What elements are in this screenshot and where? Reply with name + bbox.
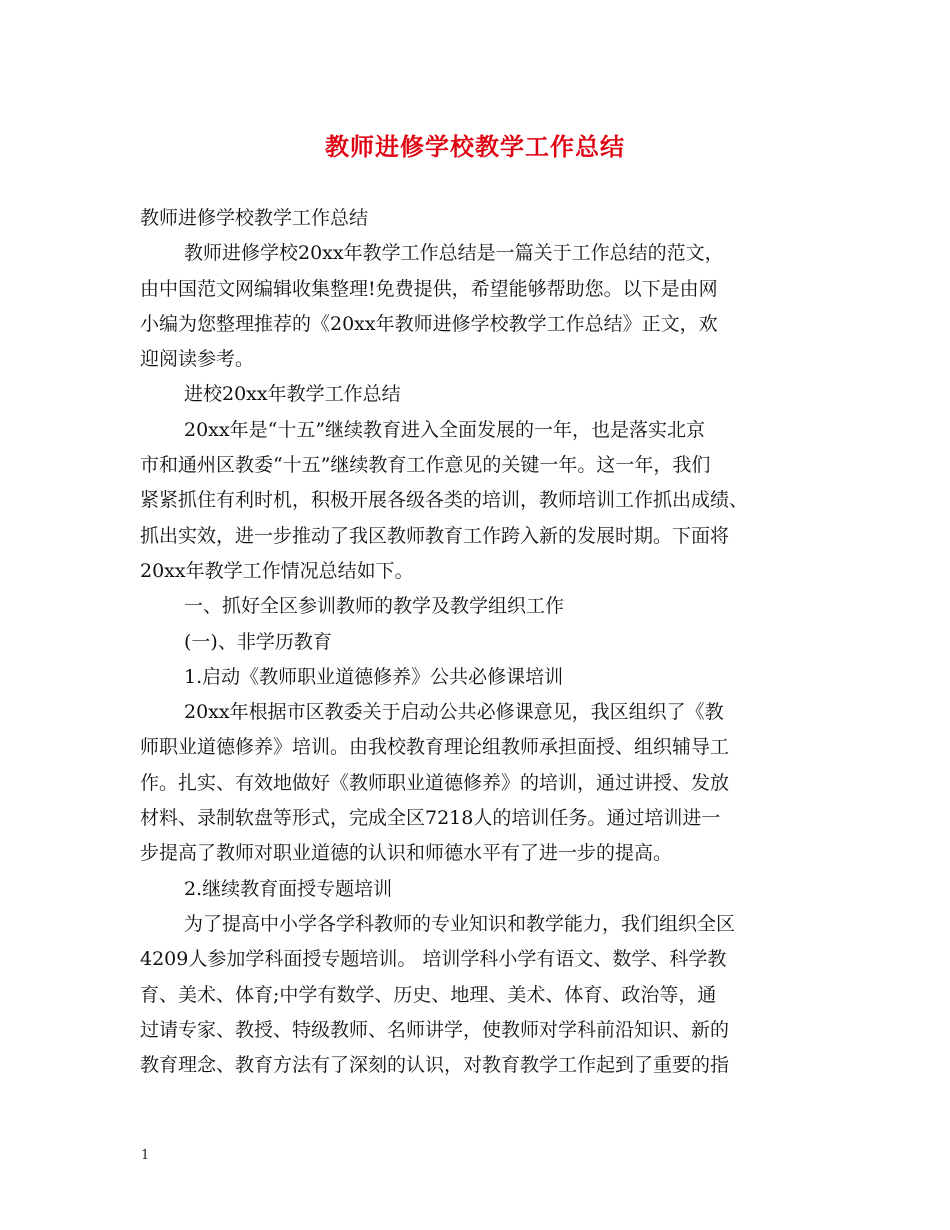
paragraph-line: 育、美术、体育;中学有数学、历史、地理、美术、体育、政治等，通 xyxy=(140,983,717,1006)
paragraph-line: 教育理念、教育方法有了深刻的认识，对教育教学工作起到了重要的指 xyxy=(140,1054,730,1077)
paragraph-line: 紧紧抓住有利时机，积极开展各级各类的培训，教师培训工作抓出成绩、 xyxy=(140,489,749,512)
document-title: 教师进修学校教学工作总结 xyxy=(325,133,625,161)
paragraph-line: 作。扎实、有效地做好《教师职业道德修养》的培训，通过讲授、发放 xyxy=(140,771,730,794)
section-heading: (一)、非学历教育 xyxy=(184,630,332,653)
section-heading: 1.启动《教师职业道德修养》公共必修课培训 xyxy=(184,665,564,688)
paragraph-line: 20xx年是“十五”继续教育进入全面发展的一年，也是落实北京 xyxy=(184,418,706,441)
section-heading: 2.继续教育面授专题培训 xyxy=(184,877,393,900)
document-body xyxy=(140,201,828,1083)
paragraph-line: 迎阅读参考。 xyxy=(140,348,255,371)
paragraph-line: 教师进修学校20xx年教学工作总结是一篇关于工作总结的范文， xyxy=(184,242,724,265)
section-heading: 一、抓好全区参训教师的教学及教学组织工作 xyxy=(184,595,565,618)
paragraph-line: 师职业道德修养》培训。由我校教育理论组教师承担面授、组织辅导工 xyxy=(140,736,730,759)
section-heading: 进校20xx年教学工作总结 xyxy=(184,383,401,406)
paragraph-line: 20xx年教学工作情况总结如下。 xyxy=(140,559,414,582)
paragraph-line: 20xx年根据市区教委关于启动公共必修课意见，我区组织了《教 xyxy=(184,701,724,724)
paragraph-line: 过请专家、教授、特级教师、名师讲学，使教师对学科前沿知识、新的 xyxy=(140,1018,730,1041)
paragraph-line: 抓出实效，进一步推动了我区教师教育工作跨入新的发展时期。下面将 xyxy=(140,524,730,547)
paragraph-line: 由中国范文网编辑收集整理!免费提供，希望能够帮助您。以下是由网 xyxy=(140,277,718,300)
paragraph-line: 小编为您整理推荐的《20xx年教师进修学校教学工作总结》正文，欢 xyxy=(140,312,718,335)
paragraph-line: 4209人参加学科面授专题培训。 培训学科小学有语文、数学、科学教 xyxy=(140,948,727,971)
paragraph-line: 市和通州区教委“十五”继续教育工作意见的关键一年。这一年，我们 xyxy=(140,454,711,477)
paragraph-line: 步提高了教师对职业道德的认识和师德水平有了进一步的提高。 xyxy=(140,842,673,865)
subtitle-line: 教师进修学校教学工作总结 xyxy=(140,207,369,229)
page-number: 1 xyxy=(141,1148,150,1163)
paragraph-line: 材料、录制软盘等形式，完成全区7218人的培训任务。通过培训进一 xyxy=(140,807,721,830)
paragraph-line: 为了提高中小学各学科教师的专业知识和教学能力，我们组织全区 xyxy=(184,912,736,935)
